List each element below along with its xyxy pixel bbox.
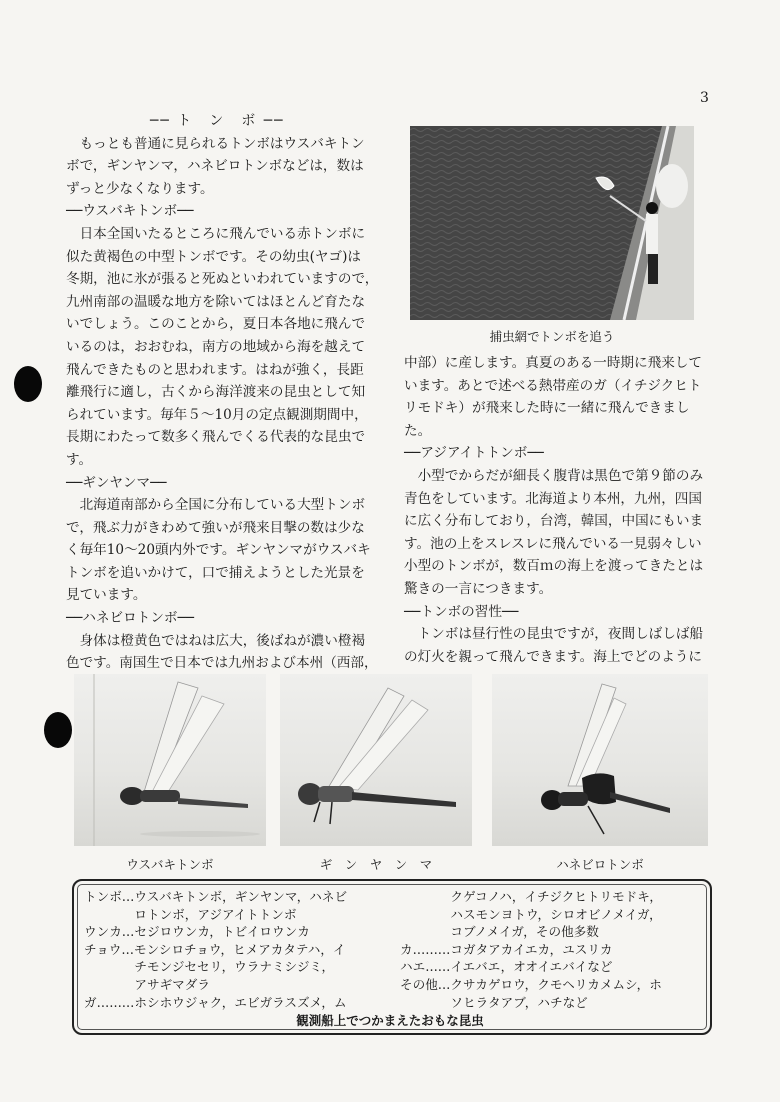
text-line: ハスモンヨトウ，シロオビノメイガ，: [400, 906, 662, 922]
text-line: ソヒラタアブ，ハチなど: [400, 994, 588, 1010]
ship-photo-caption: 捕虫網でトンボを追う: [489, 329, 615, 344]
section-subheading: ──トンボの習性──: [404, 603, 519, 620]
specimen-caption-hanebiro: ハネビロトンボ: [556, 857, 644, 872]
text-line: カ………コガタアカイエカ，ユスリカ: [400, 941, 613, 957]
insect-list-left: [84, 888, 347, 1011]
text-line: ハエ……イエバエ，オオイエバイなど: [400, 959, 613, 975]
insect-list-caption: 観測船上でつかまえたおもな昆虫: [296, 1013, 484, 1028]
text-line: 身体は橙黄色ではねは広大，後ばねが濃い橙褐: [79, 632, 366, 649]
text-line: の灯火を親って飛んできます。海上でどのように: [404, 648, 702, 665]
text-line: コブノメイガ，その他多数: [400, 924, 599, 940]
section-subheading: ──ギンヤンマ──: [66, 474, 167, 491]
text-line: 北海道南部から全国に分布している大型トンボ: [79, 497, 366, 514]
text-line: トンボは昼行性の昆虫ですが，夜間しばしば船: [417, 626, 704, 643]
text-line: 青色をしています。北海道より本州，九州，四国: [404, 490, 702, 507]
text-line: た。: [404, 422, 432, 439]
text-line: 九州南部の温暖な地方を除いてはほとんど育たな: [66, 293, 366, 310]
text-line: 驚きの一言につきます。: [404, 580, 553, 597]
specimen-photo-usubaki: [74, 674, 266, 846]
text-line: アサギマダラ: [84, 976, 210, 992]
article-heading: ── ト ン ボ ──: [150, 113, 285, 129]
text-line: チョウ…モンシロチョウ，ヒメアカタテハ，イ: [84, 941, 346, 957]
text-line: いるのは，おおむね，南方の地域から海を越えて: [66, 338, 366, 355]
text-line: ガ………ホシホウジャク，エビガラスズメ，ム: [84, 994, 347, 1010]
text-line: 色です。南国生で日本では九州および本州（西部，: [66, 655, 378, 672]
text-line: ロトンボ，アジアイトトンボ: [84, 906, 297, 922]
text-line: 飛んできたものと思われます。はねが強く，長距: [66, 361, 364, 378]
text-line: く毎年10～20頭内外です。ギンヤンマがウスバキ: [66, 542, 371, 559]
text-line: す。: [66, 451, 93, 468]
text-line: で，飛ぶ力がきわめて強いが飛来目撃の数は少な: [66, 519, 365, 536]
text-line: もっとも普通に見られるトンボはウスバキトン: [79, 135, 365, 152]
text-line: 見ています。: [66, 587, 147, 604]
text-line: リモドキ）が飛来した時に一緒に飛んできまし: [404, 400, 690, 417]
text-line: 似た黄褐色の中型トンボです。その幼虫(ヤゴ)は: [66, 248, 361, 265]
text-line: 小型でからだが細長く腹背は黒色で第９節のみ: [417, 467, 704, 484]
text-line: ウンカ…セジロウンカ，トビイロウンカ: [84, 924, 310, 940]
text-line: 冬期，池に氷が張ると死ぬといわれていますので，: [66, 271, 379, 288]
specimen-photo-hanebiro: [492, 674, 708, 846]
text-line: トンボを追いかけて，口で捕えようとした光景を: [66, 564, 365, 581]
text-line: チモンジセセリ，ウラナミシジミ，: [84, 959, 335, 975]
text-line: 日本全国いたるところに飛んでいる赤トンボに: [79, 225, 366, 242]
text-line: に広く分布しており，台湾，韓国，中国にもいま: [404, 513, 704, 530]
text-line: ボで，ギンヤンマ，ハネビロトンボなどは，数は: [66, 158, 364, 175]
specimen-caption-usubaki: ウスバキトンボ: [126, 857, 214, 872]
text-line: クゲコノハ，イチジクヒトリモドキ，: [400, 889, 662, 904]
text-line: 中部）に産します。真夏のある一時期に飛来して: [404, 355, 702, 371]
article-left-column: [66, 110, 386, 675]
article-right-column: [404, 352, 724, 668]
section-subheading: ──ハネビロトンボ──: [66, 610, 194, 627]
page-number: 3: [700, 90, 709, 106]
ship-photo: [410, 126, 694, 320]
section-subheading: ──アジアイトトンボ──: [404, 445, 544, 462]
binder-hole-upper: [14, 366, 42, 402]
specimen-photo-ginyanma: [280, 674, 472, 846]
text-line: 長期にわたって数多く飛んでくる代表的な昆虫で: [66, 429, 366, 446]
text-line: られています。毎年５～10月の定点観測期間中，: [66, 406, 368, 423]
text-line: 離飛行に適し，古くから海洋渡来の昆虫として知: [66, 384, 366, 401]
text-line: 小型のトンボが，数百ｍの海上を渡ってきたとは: [404, 558, 704, 575]
text-line: いでしょう。このことから，夏日本各地に飛んで: [66, 316, 366, 333]
text-line: ずっと少なくなります。: [66, 180, 214, 197]
text-line: います。あとで述べる熱帯産のガ（イチジクヒト: [404, 377, 702, 394]
section-subheading: ──ウスバキトンボ──: [66, 203, 194, 220]
text-line: その他…クサカゲロウ，クモヘリカメムシ，ホ: [400, 976, 662, 992]
insect-list-right: [400, 888, 662, 1011]
specimen-caption-ginyanma: ギ ン ヤ ン マ: [319, 857, 433, 872]
text-line: す。池の上をスレスレに飛んでいる一見弱々しい: [404, 535, 702, 552]
binder-hole-lower: [44, 712, 72, 748]
text-line: トンボ…ウスバキトンボ，ギンヤンマ，ハネビ: [84, 889, 348, 904]
